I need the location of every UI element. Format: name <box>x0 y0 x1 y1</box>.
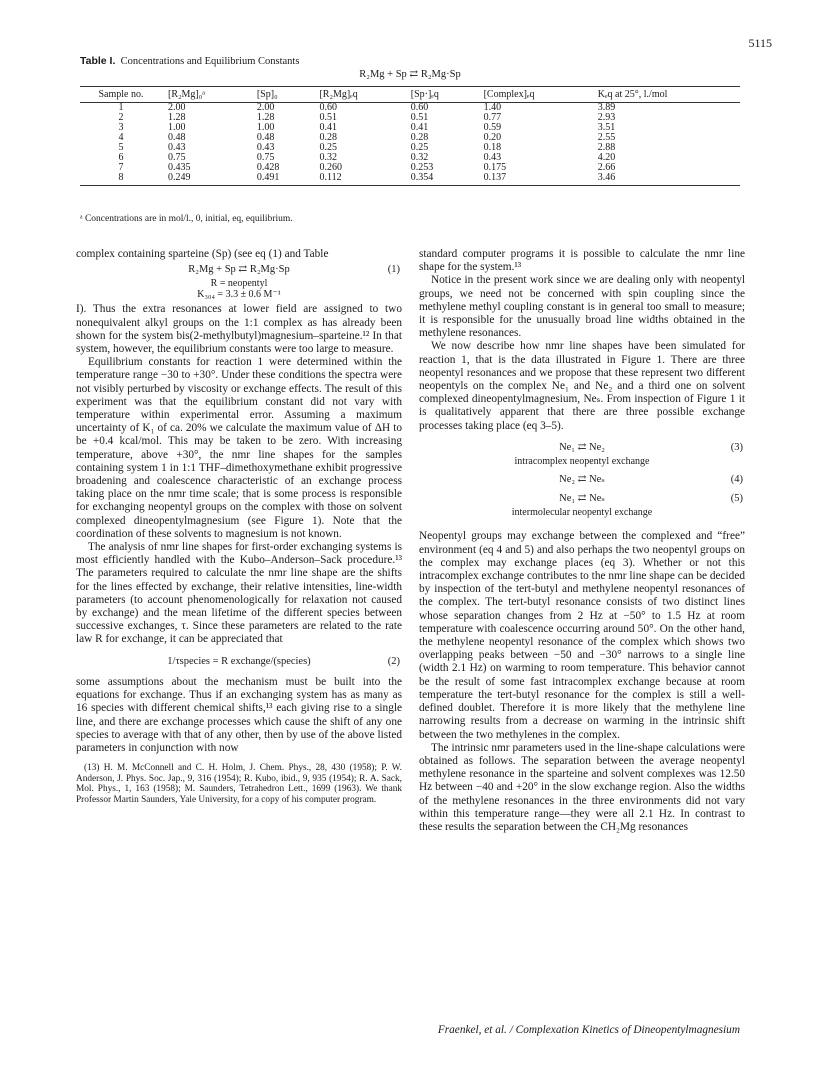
table-cell: 2.93 <box>597 112 616 123</box>
table-cell: 0.253 <box>410 162 434 173</box>
equation-text: 1/τspecies = R exchange/(species) <box>167 655 311 667</box>
equation-text: R₂Mg + Sp ⇄ R₂Mg·Sp <box>188 264 290 276</box>
table-cell: 0.60 <box>410 102 429 113</box>
column-header: Sample no. <box>80 87 162 103</box>
table-cell: 3.51 <box>597 122 616 133</box>
table-cell: 0.354 <box>405 173 478 186</box>
equation-1-constant: K₃₀₄ = 3.3 ± 0.6 M⁻¹ <box>197 289 281 301</box>
paragraph: complex containing sparteine (Sp) (see eq (1) and Table <box>76 248 329 260</box>
paragraph: The intrinsic nmr parameters used in the line-shape calculations were obtained as follows. The separation between the average neopentyl methylene resonance in the sparteine and solvent complexes was 12.50 Hz between −40 and +20° in the slow exchange region. Also the widths of the methylene resonances in the three environments did not vary within this temperature range—they were all 2.1 Hz. In contrast to these results the separation between the CH₂Mg resonances <box>419 741 745 833</box>
table-cell: 2.00 <box>256 102 275 113</box>
column-header: [Complex]ₑq <box>478 87 592 103</box>
paragraph: The analysis of nmr line shapes for first-order exchanging systems is most efficiently handled with the Kubo–Anderson–Sack procedure.¹³ The parameters required to calculate the nmr line shape are the shifts for the lines effected by exchange, their relative intensities, line-width parameters (to account phenomenologically for relaxation not caused by exchange) and the mean lifetime of the different species between successive exchanges, τ. Since these parameters are related to the rate law R for exchange, it can be appreciated that <box>76 541 402 646</box>
table-row <box>80 173 740 186</box>
right-column <box>419 248 745 834</box>
table-cell: 0.51 <box>410 112 429 123</box>
table-cell: 3.89 <box>597 102 616 113</box>
equation-3-label: intracomplex neopentyl exchange <box>514 456 650 468</box>
table-cell: 1.00 <box>256 122 275 133</box>
column-header: [Sp·]ₑq <box>405 87 478 103</box>
equation-5 <box>419 492 745 505</box>
running-footer: Fraenkel, et al. / Complexation Kinetics of Dineopentylmagnesium <box>437 1024 740 1036</box>
table-cell: 4 <box>118 132 124 143</box>
table-cell: 0.28 <box>410 132 429 143</box>
table-cell: 2.66 <box>597 162 616 173</box>
column-header: Kₑq at 25°, l./mol <box>592 87 740 103</box>
table-cell: 0.428 <box>256 162 280 173</box>
table-cell: 0.18 <box>483 142 502 153</box>
table-cell: 0.25 <box>410 142 429 153</box>
table-cell: 1 <box>118 102 124 113</box>
reference-footnote: (13) H. M. McConnell and C. H. Holm, J. Chem. Phys., 28, 430 (1958); P. W. Anderson, J. Phys. Soc. Jap., 9, 316 (1954); R. Kubo, ibid., 9, 935 (1954); R. A. Sack, Mol. Phys., 1, 163 (1958); M. Saunders, Tetrahedron Lett., 1699 (1963). We thank Professor Martin Saunders, Yale University, for a copy of his computer program. <box>76 763 402 805</box>
equation-number: (4) <box>730 474 743 486</box>
paragraph: Notice in the present work since we are dealing only with neopentyl groups, we need not be concerned with spin coupling since the methylene methyl coupling constant is in general too small to measure; it is responsible for the unusually broad line widths obtained in the methylene resonances. <box>419 274 745 340</box>
table-reaction: R₂Mg + Sp ⇄ R₂Mg·Sp <box>359 69 461 80</box>
equation-number: (3) <box>730 441 743 453</box>
table-cell: 0.43 <box>256 142 275 153</box>
paragraph: I). Thus the extra resonances at lower field are assigned to two nonequivalent alkyl groups on the 1:1 complex as has already been shown for the system bis(2-methylbutyl)magnesium–sparteine.¹² In that system, however, the equilibrium constants were too large to measure. <box>76 303 402 356</box>
equation-2 <box>76 655 402 668</box>
equation-number: (2) <box>387 655 400 667</box>
equation-1-definition: R = neopentyl <box>210 278 268 290</box>
table-cell: 0.77 <box>483 112 502 123</box>
table-cell: 1.28 <box>168 112 186 123</box>
table-cell: 0.43 <box>483 152 502 163</box>
table-cell: 1.28 <box>256 112 275 123</box>
table-cell: 0.25 <box>319 142 337 153</box>
table-cell: 0.435 <box>168 162 191 173</box>
table-cell: 0.249 <box>162 173 251 186</box>
table-cell: 2.00 <box>168 102 186 113</box>
equation-5-label: intermolecular neopentyl exchange <box>511 507 653 519</box>
table-header-row <box>80 87 740 103</box>
column-header: [R₂Mg]₀ᵃ <box>162 87 251 103</box>
table-cell: 0.59 <box>483 122 502 133</box>
equation-text: Ne₂ ⇄ Neₛ <box>559 474 605 486</box>
table-cell: 0.43 <box>168 142 186 153</box>
table-cell: 3 <box>118 122 124 133</box>
table-cell: 0.32 <box>319 152 337 163</box>
table-cell: 3.46 <box>592 173 740 186</box>
table-cell: 0.48 <box>256 132 275 143</box>
table-cell: 0.51 <box>319 112 337 123</box>
table-cell: 1.40 <box>483 102 502 113</box>
paragraph: standard computer programs it is possible to calculate the nmr line shape for the system.¹³ <box>419 248 745 274</box>
table-cell: 0.112 <box>313 173 404 186</box>
equation-text: Ne₁ ⇄ Neₛ <box>559 493 605 505</box>
equation-number: (1) <box>387 264 400 276</box>
table-cell: 2.88 <box>597 142 616 153</box>
table-cell: 0.32 <box>410 152 429 163</box>
equation-text: Ne₁ ⇄ Ne₂ <box>559 441 605 453</box>
table-cell: 2 <box>118 112 124 123</box>
table-body <box>80 103 740 186</box>
table-title: Concentrations and Equilibrium Constants <box>120 56 300 67</box>
equilibrium-table <box>80 86 740 186</box>
paragraph: Equilibrium constants for reaction 1 were determined within the temperature range −30 to +30°. Under these conditions the spectra were not visibly perturbed by viscosity or exchange effects. The result of this experiment was that the equilibrium constant did not vary with temperature within experimental error. Assuming a maximum uncertainty of K₁ of ca. 20% we calculate the maximum value of ΔH to be +0.4 kcal/mol. This may be taken to be zero. With increasing temperature, above +30°, the nmr line shapes for the samples containing system 1 in 1:1 THF–dimethoxymethane exhibit progressive broadening and coalescence characteristic of an exchange process taking place on the nmr time scale; that is some process is responsible for exchanging neopentyl groups on the complex with those on solvent complexed dineopentylmagnesium (see Figure 1). Note that the coordination of these solvents to magnesium is not known. <box>76 356 402 540</box>
table-cell: 0.48 <box>168 132 186 143</box>
table-cell: 0.75 <box>256 152 275 163</box>
table-cell: 0.41 <box>410 122 429 133</box>
table-cell: 5 <box>118 142 124 153</box>
table-cell: 0.41 <box>319 122 337 133</box>
table-cell: 8 <box>80 173 162 186</box>
table-cell: 7 <box>118 162 124 173</box>
equation-4 <box>419 473 745 486</box>
column-header: [Sp]₀ <box>251 87 314 103</box>
table-cell: 0.137 <box>478 173 592 186</box>
equation-3 <box>419 441 745 454</box>
table-label: Table I. <box>80 55 116 67</box>
table-footnote: ᵃ Concentrations are in mol/l., 0, initial, eq, equilibrium. <box>80 214 293 224</box>
table-cell: 0.75 <box>168 152 186 163</box>
equation-1 <box>76 263 402 276</box>
column-header: [R₂Mg]ₑq <box>313 87 404 103</box>
table-cell: 0.260 <box>319 162 342 173</box>
left-column <box>76 248 402 805</box>
table-cell: 2.55 <box>597 132 616 143</box>
paragraph: We now describe how nmr line shapes have been simulated for reaction 1, that is the data illustrated in Figure 1. There are three neopentyl resonances and we propose that these represent two different neopentyls on the complex Ne₁ and Ne₂ and a third one on solvent complexed dineopentylmagnesium, Neₛ. From inspection of Figure 1 it is qualitatively apparent that there are three possible exchange processes taking place (eq 3–5). <box>419 340 745 432</box>
table-cell: 4.20 <box>597 152 616 163</box>
table-cell: 0.491 <box>251 173 314 186</box>
paragraph: some assumptions about the mechanism must be built into the equations for exchange. Thus if an exchanging system has as many as 16 species with different chemical shifts,¹³ each giving rise to a single line, and there are exchange processes which cause the shift of any one species to average with that of any other, then by use of the above listed parameters in conjunction with now <box>76 675 402 754</box>
table-caption <box>80 55 299 67</box>
table-cell: 0.60 <box>319 102 337 113</box>
table-cell: 0.20 <box>483 132 502 143</box>
paragraph: Neopentyl groups may exchange between the complexed and “free” environment (eq 4 and 5) and also perhaps the two neopentyl groups on the complex may exchange places (eq 3). Whether or not this intracomplex exchange contributes to the nmr line shape can be decided by inspection of the tert-butyl and methylene neopentyl resonances of the complex. The tert-butyl resonance consists of two distinct lines whose separation changes from 2 Hz at −50° to 1.5 Hz at room temperature with coalescence occurring around 50°. On the other hand, the methylene neopentyl resonance of the complex which shows two overlapping peaks between −50 and −30° narrows to a single line (width 2.1 Hz) on warming to room temperature. This behavior cannot be the result of some fast intracomplex exchange because at room temperature the tert-butyl resonance for the complex is still a well-defined doublet. Therefore it is more likely that the methylene line narrowing results from a decrease on warming in the intrinsic shift between the two methylenes in the complex. <box>419 530 745 741</box>
table-cell: 6 <box>118 152 124 163</box>
table-cell: 0.28 <box>319 132 337 143</box>
equation-number: (5) <box>730 493 743 505</box>
page-number: 5115 <box>748 36 772 50</box>
table-cell: 0.175 <box>483 162 507 173</box>
table-cell: 1.00 <box>168 122 186 133</box>
